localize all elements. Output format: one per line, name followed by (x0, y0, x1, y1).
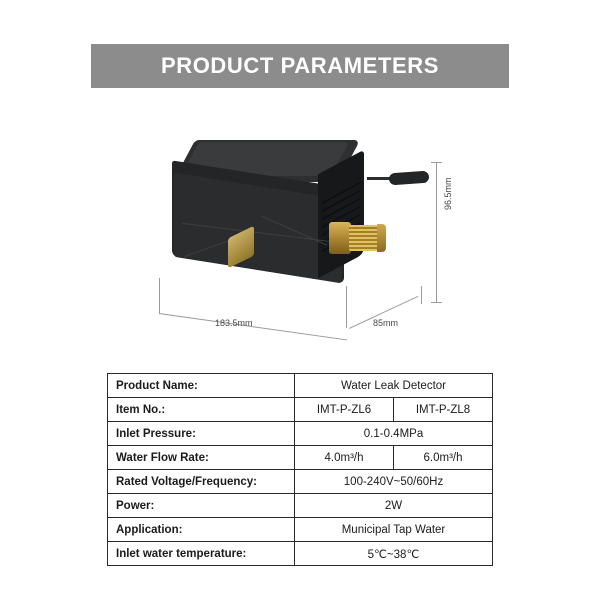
height-dimension-tick (431, 162, 442, 163)
device-illustration (166, 140, 381, 280)
length-dimension-label: 183.5mm (215, 318, 253, 328)
spec-value: Water Leak Detector (295, 374, 493, 398)
depth-dimension-tick (421, 286, 422, 304)
spec-value: 0.1-0.4MPa (295, 422, 493, 446)
length-dimension-tick (346, 286, 347, 328)
table-row (108, 446, 493, 470)
antenna-tip (389, 171, 430, 186)
spec-label: Application: (108, 518, 295, 542)
brass-cap (377, 224, 386, 252)
height-dimension-line (436, 162, 437, 302)
antenna (367, 172, 429, 184)
spec-value-flow-1: 4.0m³/h (295, 446, 394, 470)
page-title: PRODUCT PARAMETERS (160, 53, 440, 78)
spec-value: 5℃~38℃ (295, 542, 493, 566)
length-dimension-tick (159, 278, 160, 314)
height-dimension-label: 96.5mm (443, 177, 453, 210)
spec-value-model-2: IMT-P-ZL8 (394, 398, 493, 422)
depth-dimension-label: 85mm (373, 318, 399, 328)
table-row (108, 494, 493, 518)
length-dimension-line (159, 313, 347, 340)
spec-label: Product Name: (108, 374, 295, 398)
specification-table (107, 373, 493, 566)
table-row (108, 542, 493, 566)
spec-value: Municipal Tap Water (295, 518, 493, 542)
product-image (91, 100, 509, 360)
outlet-brass-fitting (329, 218, 387, 258)
spec-label: Item No.: (108, 398, 295, 422)
spec-value-model-1: IMT-P-ZL6 (295, 398, 394, 422)
table-row (108, 470, 493, 494)
table-row (108, 422, 493, 446)
page-title-banner (91, 44, 509, 88)
spec-value-flow-2: 6.0m³/h (394, 446, 493, 470)
brass-neck (329, 222, 351, 254)
height-dimension-tick (431, 302, 442, 303)
spec-label: Water Flow Rate: (108, 446, 295, 470)
spec-label: Power: (108, 494, 295, 518)
spec-label: Inlet Pressure: (108, 422, 295, 446)
table-row (108, 398, 493, 422)
spec-value: 100-240V~50/60Hz (295, 470, 493, 494)
spec-label: Inlet water temperature: (108, 542, 295, 566)
spec-label: Rated Voltage/Frequency: (108, 470, 295, 494)
table-row (108, 374, 493, 398)
spec-value: 2W (295, 494, 493, 518)
table-row (108, 518, 493, 542)
